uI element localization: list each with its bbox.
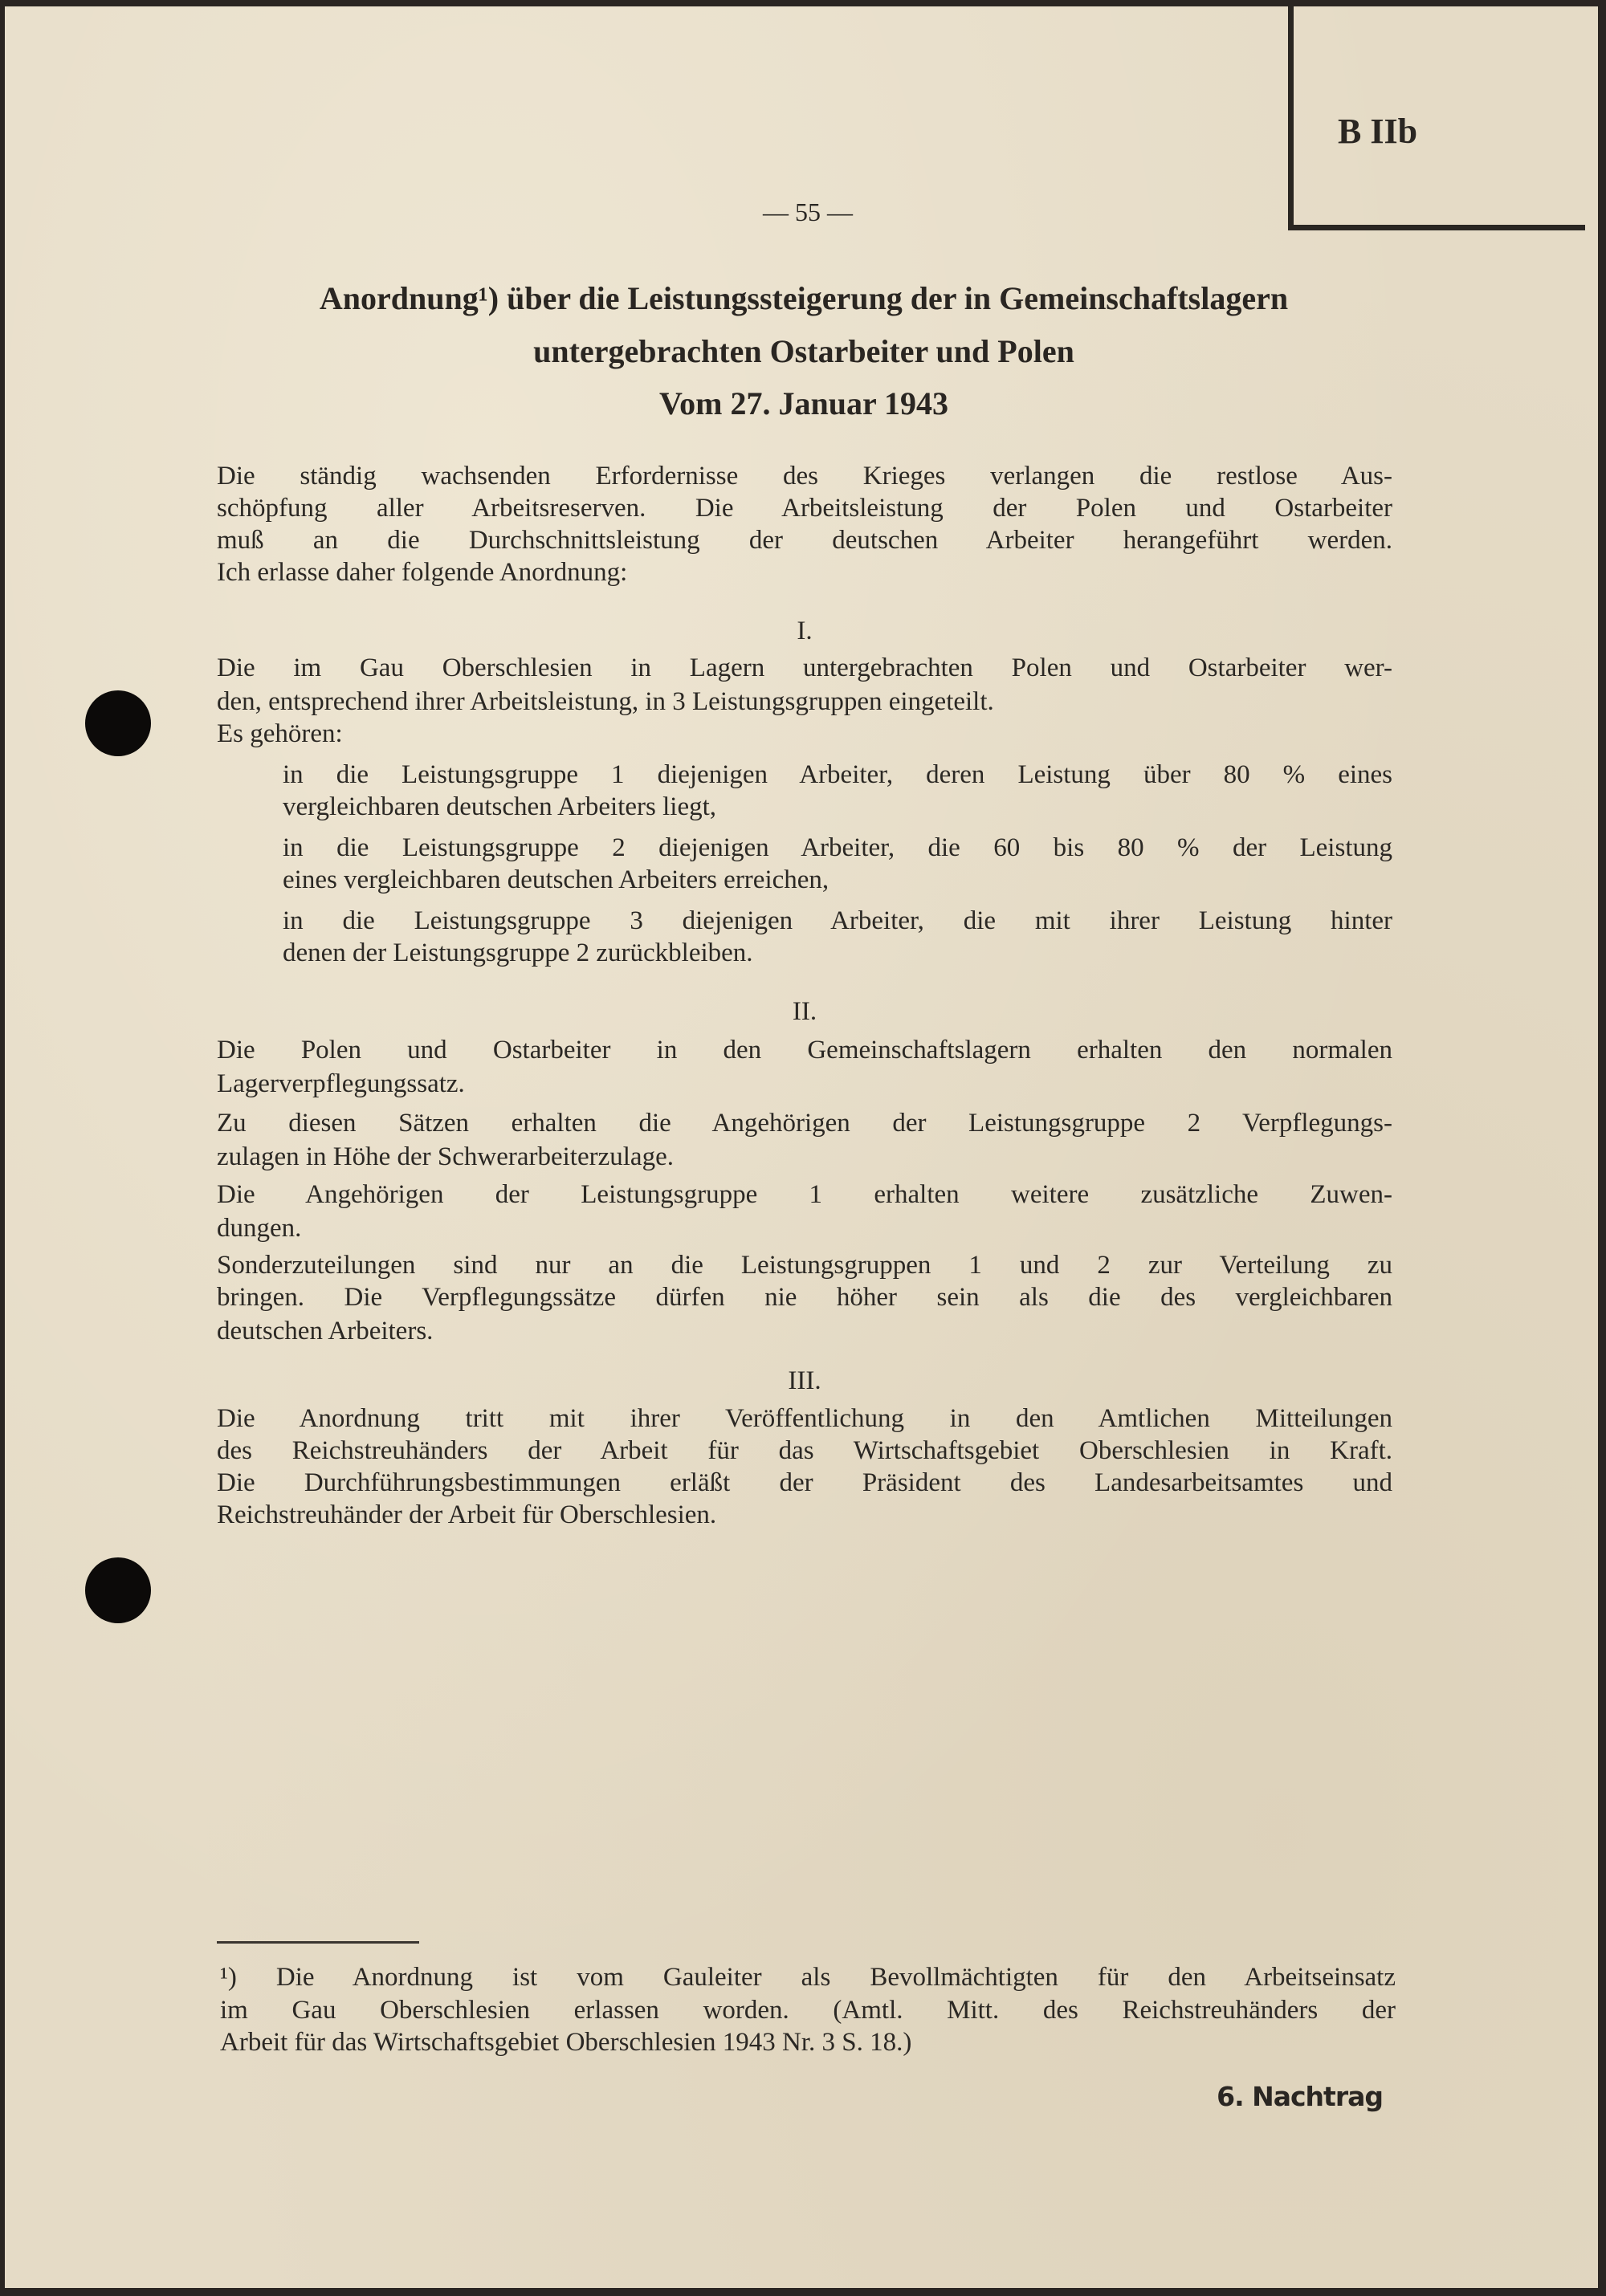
body-line: in die Leistungsgruppe 2 diejenigen Arbeiter, die 60 bis 80 % der Leistung <box>283 833 1392 862</box>
footnote-divider <box>217 1941 419 1944</box>
body-line: Ich erlasse daher folgende Anordnung: <box>217 558 628 587</box>
body-line: des Reichstreuhänders der Arbeit für das Wirtschaftsgebiet Oberschlesien in Kraft. <box>217 1436 1392 1465</box>
title-date: Vom 27. Januar 1943 <box>658 385 949 421</box>
body-line: Lagerverpflegungssatz. <box>217 1069 465 1098</box>
section-heading: III. <box>788 1366 821 1395</box>
body-line: vergleichbaren deutschen Arbeiters liegt, <box>283 792 717 821</box>
footnote-line: ¹) Die Anordnung ist vom Gauleiter als Bevollmächtigten für den Arbeitseinsatz <box>220 1963 1396 1992</box>
supplement-label: 6. Nachtrag <box>1217 2081 1383 2112</box>
body-line: Sonderzuteilungen sind nur an die Leistungsgruppen 1 und 2 zur Verteilung zu <box>217 1251 1392 1280</box>
body-line: eines vergleichbaren deutschen Arbeiters erreichen, <box>283 865 829 894</box>
body-line: den, entsprechend ihrer Arbeitsleistung, in 3 Leistungsgruppen eingeteilt. <box>217 687 994 716</box>
body-line: denen der Leistungsgruppe 2 zurückbleiben. <box>283 938 753 967</box>
title-line-1: Anordnung¹) über die Leistungssteigerung der in Gemeinschaftslagern <box>319 280 1289 316</box>
section-heading: I. <box>797 617 813 645</box>
body-line: zulagen in Höhe der Schwerarbeiterzulage. <box>217 1142 674 1171</box>
body-line: in die Leistungsgruppe 3 diejenigen Arbeiter, die mit ihrer Leistung hinter <box>283 906 1392 935</box>
footnote-line: Arbeit für das Wirtschaftsgebiet Oberschlesien 1943 Nr. 3 S. 18.) <box>220 2028 912 2057</box>
body-line: Die ständig wachsenden Erfordernisse des Krieges verlangen die restlose Aus- <box>217 462 1392 491</box>
body-line: Zu diesen Sätzen erhalten die Angehörigen der Leistungsgruppe 2 Verpflegungs- <box>217 1109 1392 1138</box>
body-line: dungen. <box>217 1214 302 1243</box>
document-page <box>5 6 1598 2288</box>
body-line: Die Anordnung tritt mit ihrer Veröffentlichung in den Amtlichen Mitteilungen <box>217 1404 1392 1433</box>
punch-hole <box>85 690 151 756</box>
body-line: Die Angehörigen der Leistungsgruppe 1 erhalten weitere zusätzliche Zuwen- <box>217 1180 1392 1209</box>
body-line: muß an die Durchschnittsleistung der deutschen Arbeiter herangeführt werden. <box>217 526 1392 555</box>
body-line: bringen. Die Verpflegungssätze dürfen nie höher sein als die des vergleichbaren <box>217 1283 1392 1312</box>
body-line: in die Leistungsgruppe 1 diejenigen Arbeiter, deren Leistung über 80 % eines <box>283 760 1392 789</box>
body-line: Die im Gau Oberschlesien in Lagern untergebrachten Polen und Ostarbeiter wer- <box>217 653 1392 682</box>
body-line: Die Polen und Ostarbeiter in den Gemeinschaftslagern erhalten den normalen <box>217 1036 1392 1065</box>
footnote-line: im Gau Oberschlesien erlassen worden. (Amtl. Mitt. des Reichstreuhänders der <box>220 1996 1396 2025</box>
body-line: Die Durchführungsbestimmungen erläßt der Präsident des Landesarbeitsamtes und <box>217 1468 1392 1497</box>
section-code: B IIb <box>1338 112 1418 151</box>
section-heading: II. <box>792 997 817 1026</box>
page-number: — 55 — <box>763 197 853 226</box>
body-line: Reichstreuhänder der Arbeit für Oberschlesien. <box>217 1500 717 1529</box>
section-box-border <box>1288 6 1294 230</box>
punch-hole <box>85 1557 151 1623</box>
body-line: Es gehören: <box>217 719 343 748</box>
body-line: deutschen Arbeiters. <box>217 1317 434 1345</box>
title-line-2: untergebrachten Ostarbeiter und Polen <box>533 333 1074 369</box>
section-box-border <box>1288 225 1585 230</box>
body-line: schöpfung aller Arbeitsreserven. Die Arbeitsleistung der Polen und Ostarbeiter <box>217 494 1392 523</box>
